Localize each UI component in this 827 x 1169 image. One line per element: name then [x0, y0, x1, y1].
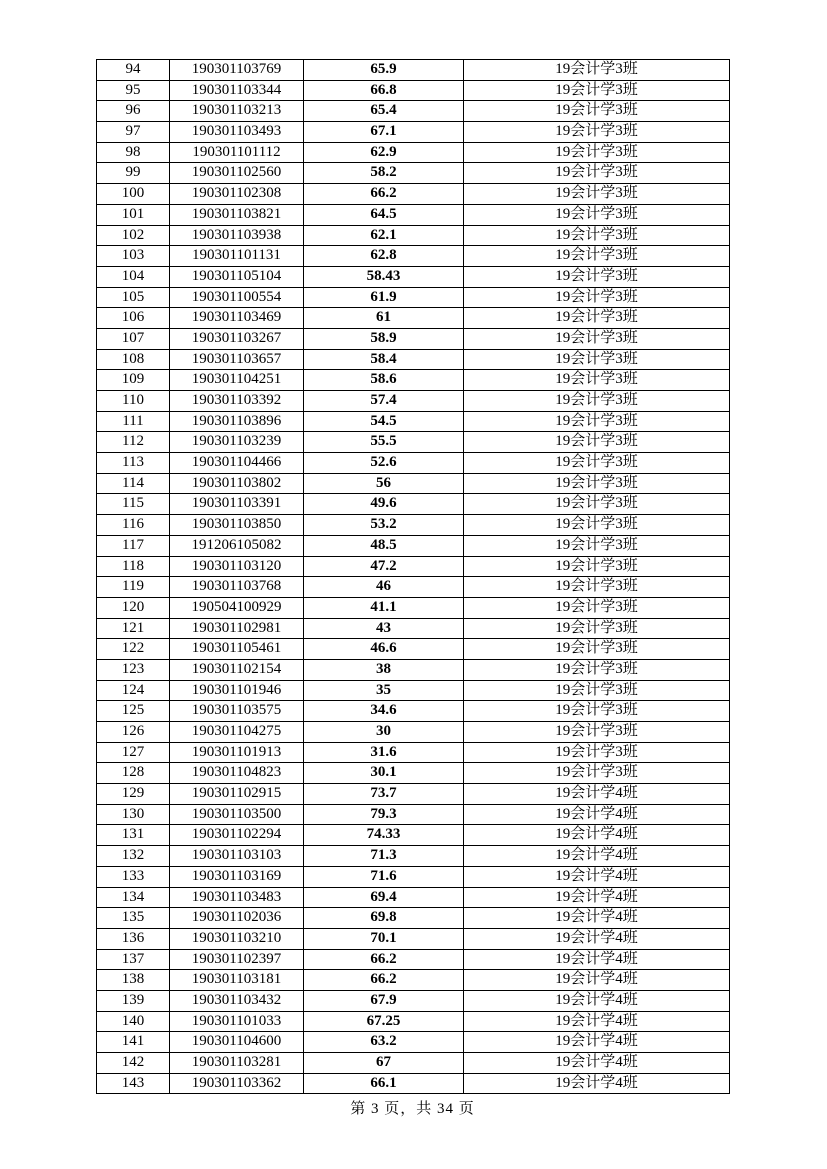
table-row	[97, 287, 730, 308]
table-row	[97, 535, 730, 556]
table-row	[97, 763, 730, 784]
class-cell: 19会计学4班	[464, 1073, 730, 1094]
student-id-cell: 190504100929	[170, 597, 304, 618]
class-cell: 19会计学4班	[464, 970, 730, 991]
class-cell: 19会计学4班	[464, 887, 730, 908]
rank-cell: 143	[97, 1073, 170, 1094]
class-cell: 19会计学3班	[464, 597, 730, 618]
student-id-cell: 190301103657	[170, 349, 304, 370]
class-cell: 19会计学3班	[464, 349, 730, 370]
rank-cell: 95	[97, 80, 170, 101]
rank-cell: 102	[97, 225, 170, 246]
table-row	[97, 60, 730, 81]
table-row	[97, 101, 730, 122]
student-id-cell: 190301101913	[170, 742, 304, 763]
score-cell: 69.8	[304, 908, 464, 929]
rank-cell: 129	[97, 784, 170, 805]
student-id-cell: 190301103169	[170, 866, 304, 887]
score-cell: 67.9	[304, 990, 464, 1011]
student-id-cell: 190301103483	[170, 887, 304, 908]
table-row	[97, 411, 730, 432]
rank-cell: 119	[97, 577, 170, 598]
score-cell: 69.4	[304, 887, 464, 908]
score-cell: 66.2	[304, 184, 464, 205]
score-cell: 66.2	[304, 970, 464, 991]
rank-cell: 113	[97, 453, 170, 474]
table-row	[97, 515, 730, 536]
rank-cell: 106	[97, 308, 170, 329]
rank-cell: 141	[97, 1032, 170, 1053]
rank-cell: 117	[97, 535, 170, 556]
score-cell: 49.6	[304, 494, 464, 515]
class-cell: 19会计学3班	[464, 577, 730, 598]
class-cell: 19会计学4班	[464, 990, 730, 1011]
table-row	[97, 370, 730, 391]
score-cell: 66.2	[304, 949, 464, 970]
rank-cell: 142	[97, 1053, 170, 1074]
rank-cell: 118	[97, 556, 170, 577]
rank-cell: 133	[97, 866, 170, 887]
table-row	[97, 949, 730, 970]
class-cell: 19会计学3班	[464, 101, 730, 122]
class-cell: 19会计学3班	[464, 659, 730, 680]
score-cell: 62.9	[304, 142, 464, 163]
table-row	[97, 494, 730, 515]
student-id-cell: 190301103938	[170, 225, 304, 246]
student-id-cell: 190301104823	[170, 763, 304, 784]
student-id-cell: 191206105082	[170, 535, 304, 556]
class-cell: 19会计学3班	[464, 80, 730, 101]
student-id-cell: 190301101946	[170, 680, 304, 701]
class-cell: 19会计学3班	[464, 556, 730, 577]
class-cell: 19会计学3班	[464, 701, 730, 722]
score-cell: 71.6	[304, 866, 464, 887]
score-cell: 56	[304, 473, 464, 494]
rank-cell: 101	[97, 204, 170, 225]
score-cell: 71.3	[304, 846, 464, 867]
student-id-cell: 190301103239	[170, 432, 304, 453]
rank-cell: 137	[97, 949, 170, 970]
results-table	[96, 59, 730, 1094]
class-cell: 19会计学3班	[464, 184, 730, 205]
table-row	[97, 349, 730, 370]
student-id-cell: 190301100554	[170, 287, 304, 308]
student-id-cell: 190301102981	[170, 618, 304, 639]
table-row	[97, 556, 730, 577]
table-row	[97, 908, 730, 929]
class-cell: 19会计学3班	[464, 204, 730, 225]
score-cell: 34.6	[304, 701, 464, 722]
rank-cell: 105	[97, 287, 170, 308]
class-cell: 19会计学4班	[464, 1053, 730, 1074]
class-cell: 19会计学3班	[464, 225, 730, 246]
class-cell: 19会计学4班	[464, 804, 730, 825]
rank-cell: 112	[97, 432, 170, 453]
rank-cell: 104	[97, 266, 170, 287]
class-cell: 19会计学3班	[464, 411, 730, 432]
table-row	[97, 184, 730, 205]
score-cell: 74.33	[304, 825, 464, 846]
rank-cell: 114	[97, 473, 170, 494]
class-cell: 19会计学3班	[464, 266, 730, 287]
table-row	[97, 722, 730, 743]
score-cell: 46	[304, 577, 464, 598]
class-cell: 19会计学3班	[464, 680, 730, 701]
table-row	[97, 618, 730, 639]
score-cell: 48.5	[304, 535, 464, 556]
table-row	[97, 784, 730, 805]
results-table-body	[97, 60, 730, 1094]
student-id-cell: 190301103267	[170, 328, 304, 349]
rank-cell: 96	[97, 101, 170, 122]
table-row	[97, 659, 730, 680]
score-cell: 38	[304, 659, 464, 680]
rank-cell: 135	[97, 908, 170, 929]
table-row	[97, 453, 730, 474]
student-id-cell: 190301104275	[170, 722, 304, 743]
rank-cell: 115	[97, 494, 170, 515]
rank-cell: 100	[97, 184, 170, 205]
student-id-cell: 190301103768	[170, 577, 304, 598]
rank-cell: 97	[97, 122, 170, 143]
table-row	[97, 432, 730, 453]
class-cell: 19会计学3班	[464, 639, 730, 660]
score-cell: 67	[304, 1053, 464, 1074]
score-cell: 62.1	[304, 225, 464, 246]
table-row	[97, 391, 730, 412]
rank-cell: 138	[97, 970, 170, 991]
table-row	[97, 266, 730, 287]
table-row	[97, 970, 730, 991]
score-cell: 30.1	[304, 763, 464, 784]
rank-cell: 108	[97, 349, 170, 370]
page-footer: 第 3 页，共 34 页	[350, 1101, 475, 1117]
score-cell: 58.43	[304, 266, 464, 287]
table-row	[97, 825, 730, 846]
student-id-cell: 190301104466	[170, 453, 304, 474]
class-cell: 19会计学3班	[464, 618, 730, 639]
student-id-cell: 190301103392	[170, 391, 304, 412]
student-id-cell: 190301103821	[170, 204, 304, 225]
student-id-cell: 190301103432	[170, 990, 304, 1011]
student-id-cell: 190301103896	[170, 411, 304, 432]
student-id-cell: 190301103344	[170, 80, 304, 101]
score-cell: 58.9	[304, 328, 464, 349]
rank-cell: 130	[97, 804, 170, 825]
score-cell: 57.4	[304, 391, 464, 412]
score-cell: 64.5	[304, 204, 464, 225]
student-id-cell: 190301103362	[170, 1073, 304, 1094]
score-cell: 70.1	[304, 928, 464, 949]
class-cell: 19会计学4班	[464, 784, 730, 805]
rank-cell: 98	[97, 142, 170, 163]
table-row	[97, 928, 730, 949]
class-cell: 19会计学4班	[464, 949, 730, 970]
rank-cell: 120	[97, 597, 170, 618]
student-id-cell: 190301103802	[170, 473, 304, 494]
rank-cell: 123	[97, 659, 170, 680]
student-id-cell: 190301103769	[170, 60, 304, 81]
student-id-cell: 190301102915	[170, 784, 304, 805]
student-id-cell: 190301101112	[170, 142, 304, 163]
class-cell: 19会计学3班	[464, 432, 730, 453]
student-id-cell: 190301103850	[170, 515, 304, 536]
score-cell: 67.25	[304, 1011, 464, 1032]
rank-cell: 132	[97, 846, 170, 867]
class-cell: 19会计学4班	[464, 866, 730, 887]
score-cell: 31.6	[304, 742, 464, 763]
rank-cell: 109	[97, 370, 170, 391]
rank-cell: 127	[97, 742, 170, 763]
student-id-cell: 190301104251	[170, 370, 304, 391]
student-id-cell: 190301103575	[170, 701, 304, 722]
class-cell: 19会计学3班	[464, 473, 730, 494]
table-row	[97, 122, 730, 143]
table-row	[97, 887, 730, 908]
score-cell: 58.2	[304, 163, 464, 184]
score-cell: 63.2	[304, 1032, 464, 1053]
table-row	[97, 225, 730, 246]
class-cell: 19会计学4班	[464, 908, 730, 929]
student-id-cell: 190301101131	[170, 246, 304, 267]
class-cell: 19会计学3班	[464, 246, 730, 267]
score-cell: 62.8	[304, 246, 464, 267]
table-row	[97, 80, 730, 101]
class-cell: 19会计学4班	[464, 846, 730, 867]
rank-cell: 126	[97, 722, 170, 743]
student-id-cell: 190301102397	[170, 949, 304, 970]
class-cell: 19会计学4班	[464, 1032, 730, 1053]
table-row	[97, 473, 730, 494]
class-cell: 19会计学3班	[464, 453, 730, 474]
class-cell: 19会计学3班	[464, 515, 730, 536]
class-cell: 19会计学4班	[464, 928, 730, 949]
table-row	[97, 204, 730, 225]
table-row	[97, 1011, 730, 1032]
score-cell: 41.1	[304, 597, 464, 618]
student-id-cell: 190301103469	[170, 308, 304, 329]
student-id-cell: 190301103120	[170, 556, 304, 577]
class-cell: 19会计学3班	[464, 60, 730, 81]
table-row	[97, 163, 730, 184]
student-id-cell: 190301103281	[170, 1053, 304, 1074]
score-cell: 30	[304, 722, 464, 743]
score-cell: 35	[304, 680, 464, 701]
score-cell: 58.4	[304, 349, 464, 370]
class-cell: 19会计学3班	[464, 494, 730, 515]
score-cell: 47.2	[304, 556, 464, 577]
class-cell: 19会计学3班	[464, 308, 730, 329]
rank-cell: 110	[97, 391, 170, 412]
class-cell: 19会计学3班	[464, 142, 730, 163]
rank-cell: 125	[97, 701, 170, 722]
rank-cell: 111	[97, 411, 170, 432]
score-cell: 73.7	[304, 784, 464, 805]
table-row	[97, 680, 730, 701]
table-row	[97, 1053, 730, 1074]
table-row	[97, 804, 730, 825]
table-row	[97, 866, 730, 887]
class-cell: 19会计学3班	[464, 122, 730, 143]
rank-cell: 103	[97, 246, 170, 267]
table-row	[97, 577, 730, 598]
rank-cell: 136	[97, 928, 170, 949]
table-row	[97, 328, 730, 349]
score-cell: 66.8	[304, 80, 464, 101]
class-cell: 19会计学3班	[464, 370, 730, 391]
student-id-cell: 190301103210	[170, 928, 304, 949]
student-id-cell: 190301103493	[170, 122, 304, 143]
score-cell: 55.5	[304, 432, 464, 453]
score-cell: 54.5	[304, 411, 464, 432]
class-cell: 19会计学3班	[464, 742, 730, 763]
class-cell: 19会计学4班	[464, 825, 730, 846]
table-row	[97, 246, 730, 267]
student-id-cell: 190301103213	[170, 101, 304, 122]
rank-cell: 140	[97, 1011, 170, 1032]
student-id-cell: 190301103103	[170, 846, 304, 867]
table-row	[97, 639, 730, 660]
rank-cell: 99	[97, 163, 170, 184]
table-row	[97, 1032, 730, 1053]
class-cell: 19会计学3班	[464, 763, 730, 784]
score-cell: 58.6	[304, 370, 464, 391]
score-cell: 53.2	[304, 515, 464, 536]
score-cell: 43	[304, 618, 464, 639]
class-cell: 19会计学3班	[464, 328, 730, 349]
student-id-cell: 190301102560	[170, 163, 304, 184]
table-row	[97, 308, 730, 329]
rank-cell: 139	[97, 990, 170, 1011]
student-id-cell: 190301102308	[170, 184, 304, 205]
score-cell: 61	[304, 308, 464, 329]
table-row	[97, 597, 730, 618]
score-cell: 65.9	[304, 60, 464, 81]
score-cell: 46.6	[304, 639, 464, 660]
student-id-cell: 190301103500	[170, 804, 304, 825]
student-id-cell: 190301104600	[170, 1032, 304, 1053]
score-cell: 66.1	[304, 1073, 464, 1094]
class-cell: 19会计学3班	[464, 722, 730, 743]
student-id-cell: 190301102154	[170, 659, 304, 680]
table-row	[97, 701, 730, 722]
class-cell: 19会计学4班	[464, 1011, 730, 1032]
table-row	[97, 990, 730, 1011]
rank-cell: 94	[97, 60, 170, 81]
score-cell: 65.4	[304, 101, 464, 122]
rank-cell: 128	[97, 763, 170, 784]
score-cell: 67.1	[304, 122, 464, 143]
rank-cell: 122	[97, 639, 170, 660]
student-id-cell: 190301101033	[170, 1011, 304, 1032]
table-row	[97, 1073, 730, 1094]
rank-cell: 116	[97, 515, 170, 536]
student-id-cell: 190301103391	[170, 494, 304, 515]
table-row	[97, 742, 730, 763]
class-cell: 19会计学3班	[464, 163, 730, 184]
table-row	[97, 142, 730, 163]
rank-cell: 107	[97, 328, 170, 349]
score-cell: 52.6	[304, 453, 464, 474]
table-row	[97, 846, 730, 867]
class-cell: 19会计学3班	[464, 535, 730, 556]
student-id-cell: 190301102294	[170, 825, 304, 846]
rank-cell: 134	[97, 887, 170, 908]
student-id-cell: 190301105461	[170, 639, 304, 660]
rank-cell: 131	[97, 825, 170, 846]
class-cell: 19会计学3班	[464, 391, 730, 412]
student-id-cell: 190301105104	[170, 266, 304, 287]
student-id-cell: 190301103181	[170, 970, 304, 991]
score-cell: 61.9	[304, 287, 464, 308]
rank-cell: 121	[97, 618, 170, 639]
student-id-cell: 190301102036	[170, 908, 304, 929]
rank-cell: 124	[97, 680, 170, 701]
class-cell: 19会计学3班	[464, 287, 730, 308]
score-cell: 79.3	[304, 804, 464, 825]
